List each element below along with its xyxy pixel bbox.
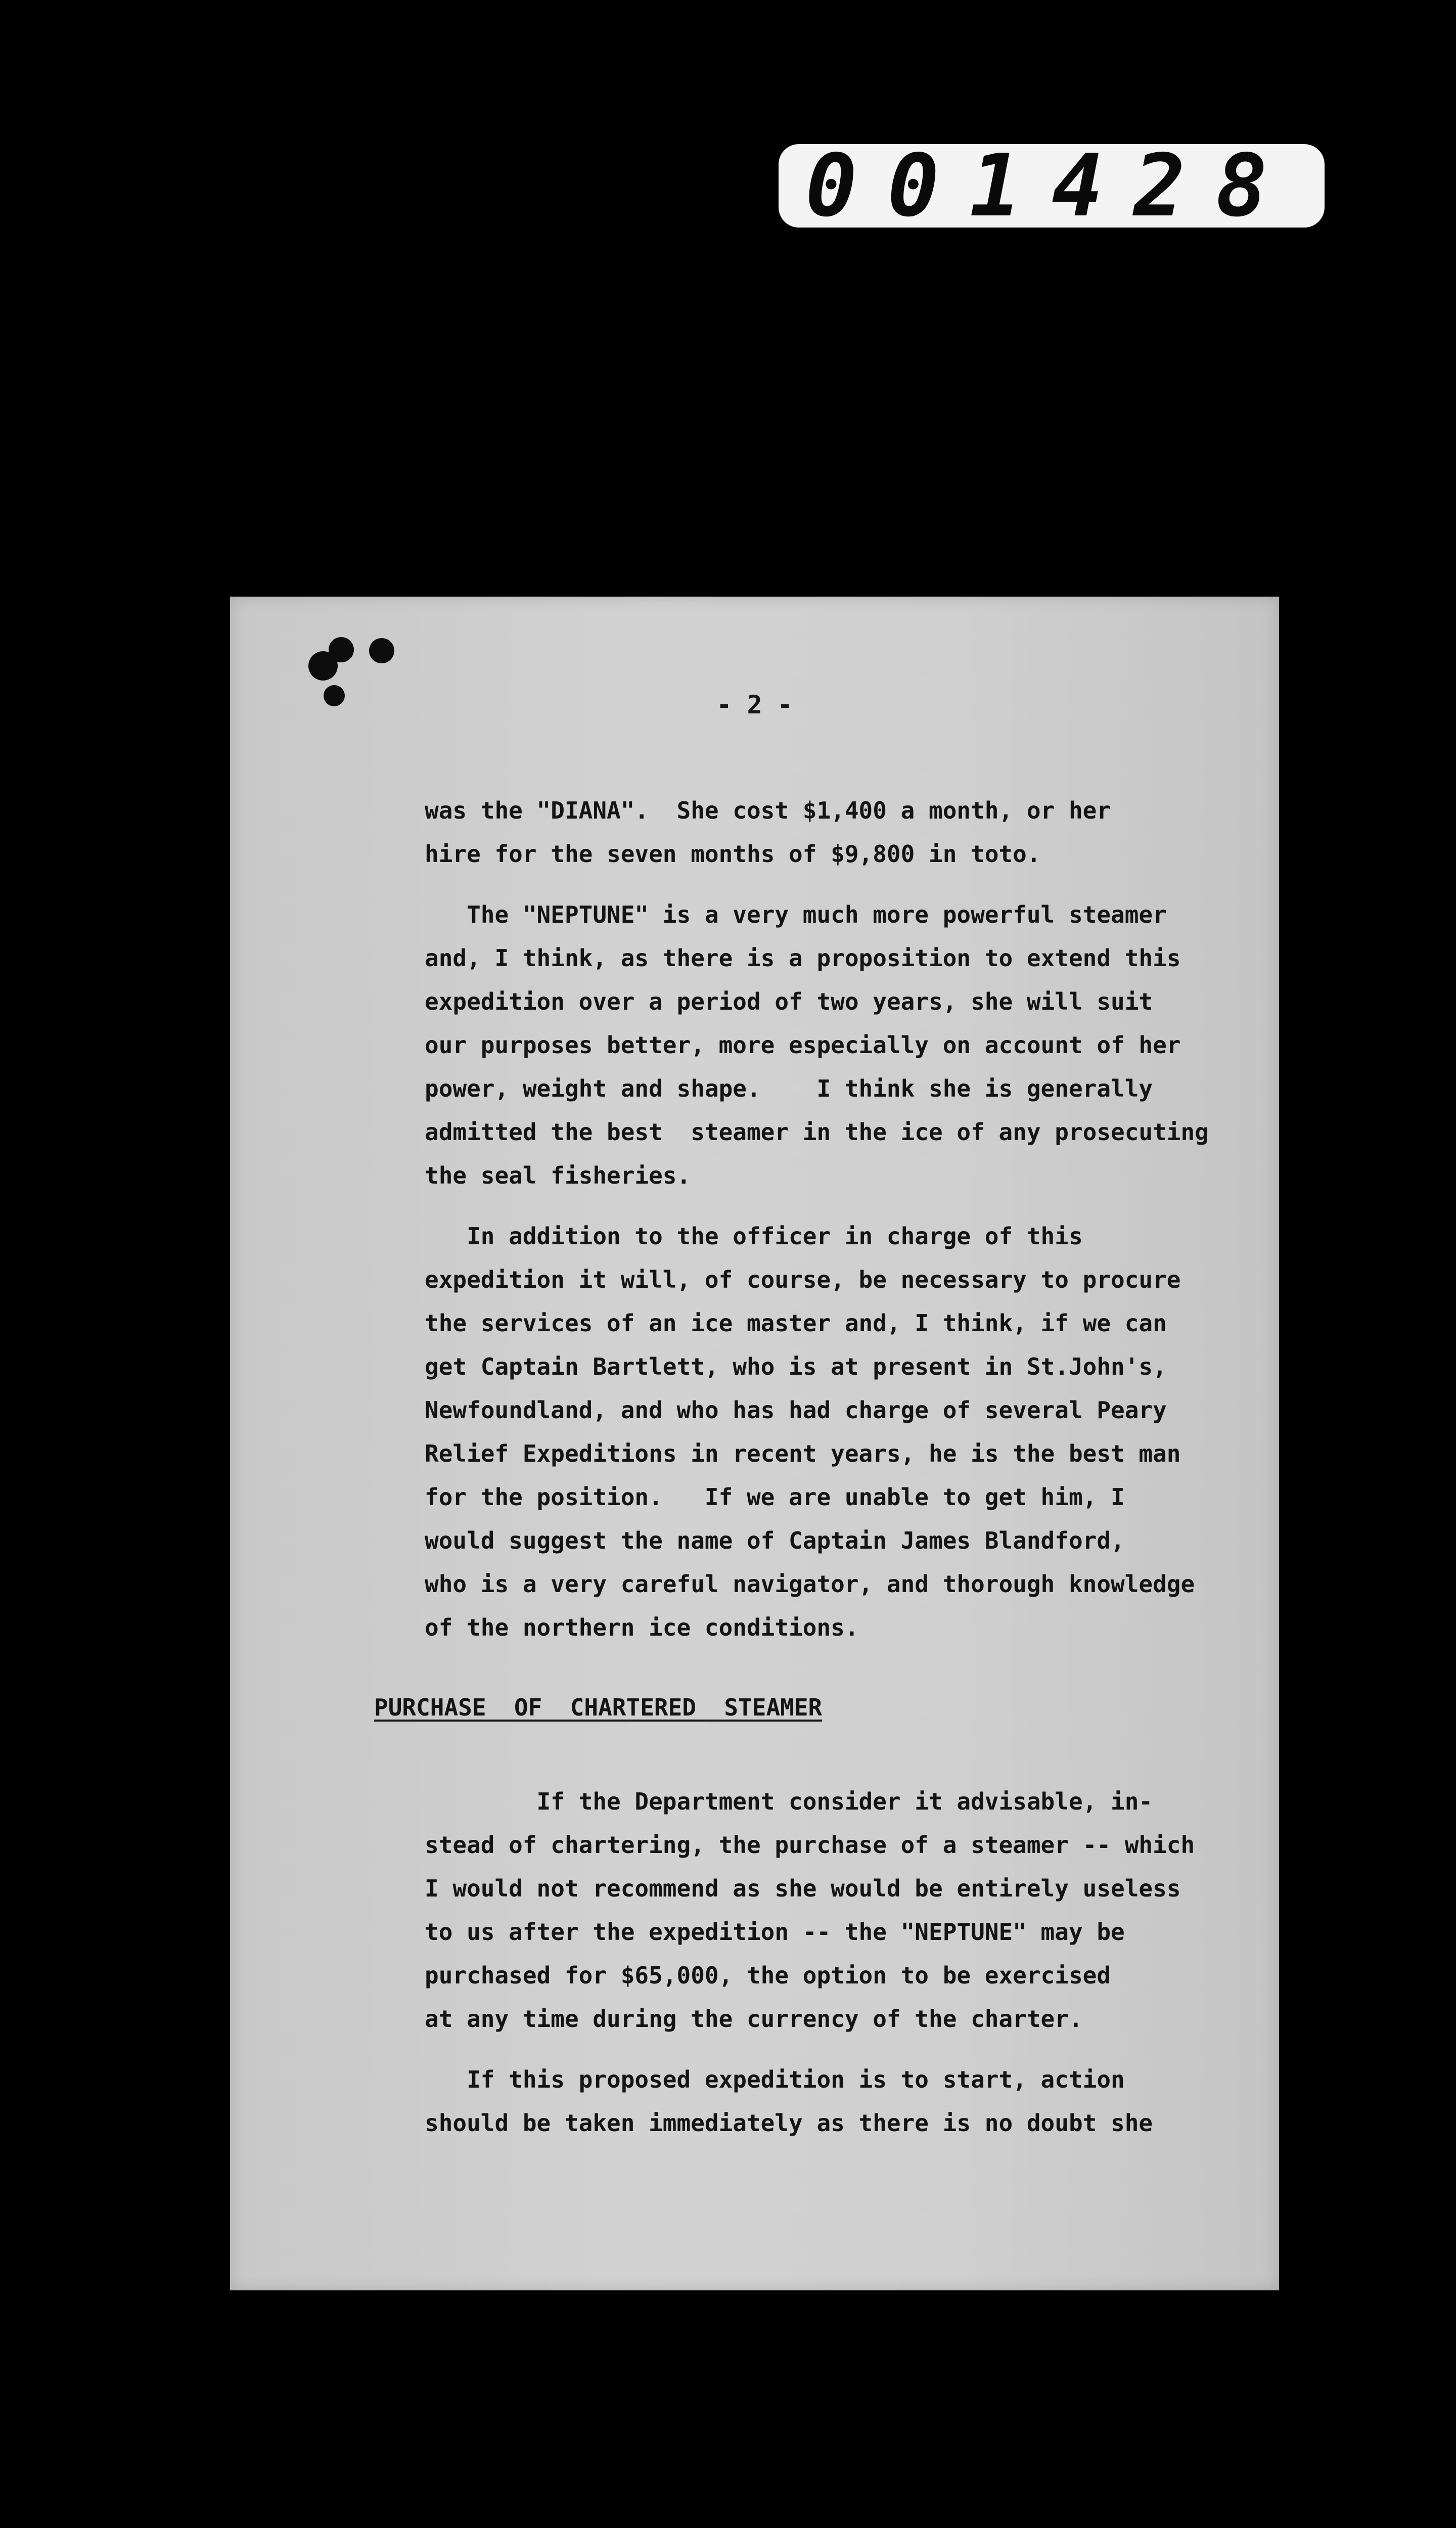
document-page	[230, 597, 1279, 2290]
paragraph	[425, 789, 1259, 876]
text-line: admitted the best steamer in the ice of any prosecuting	[425, 1118, 1209, 1146]
text-line: Relief Expeditions in recent years, he is the best man	[425, 1440, 1181, 1467]
punch-hole	[369, 638, 394, 663]
text-line: The "NEPTUNE" is a very much more powerful steamer	[425, 901, 1167, 928]
page-number: - 2 -	[716, 690, 793, 719]
text-line: purchased for $65,000, the option to be exercised	[425, 1962, 1111, 1989]
text-line: to us after the expedition -- the "NEPTUNE" may be	[425, 1918, 1125, 1946]
text-line: In addition to the officer in charge of this	[425, 1223, 1083, 1250]
text-line: would suggest the name of Captain James Blandford,	[425, 1527, 1125, 1554]
text-line: of the northern ice conditions.	[425, 1614, 859, 1641]
text-line: get Captain Bartlett, who is at present in St.John's,	[425, 1353, 1167, 1380]
text-line: the services of an ice master and, I think, if we can	[425, 1310, 1167, 1337]
text-line: I would not recommend as she would be entirely useless	[425, 1875, 1181, 1902]
paragraph	[425, 1780, 1259, 2041]
text-line: and, I think, as there is a proposition to extend this	[425, 944, 1181, 972]
paragraph	[425, 2058, 1259, 2145]
text-line: our purposes better, more especially on account of her	[425, 1031, 1181, 1059]
text-line: power, weight and shape. I think she is generally	[425, 1075, 1153, 1102]
text-line: Newfoundland, and who has had charge of several Peary	[425, 1396, 1167, 1424]
text-line: who is a very careful navigator, and thorough knowledge	[425, 1570, 1195, 1598]
frame-number-label: 001428	[779, 144, 1325, 228]
body-text-bottom	[425, 1780, 1259, 2145]
text-line: should be taken immediately as there is no doubt she	[425, 2109, 1153, 2137]
text-line: stead of chartering, the purchase of a steamer -- which	[425, 1831, 1195, 1859]
section-heading: PURCHASE OF CHARTERED STEAMER	[374, 1694, 823, 1721]
paragraph	[425, 1214, 1259, 1649]
text-line: If the Department consider it advisable, in-	[425, 1788, 1153, 1815]
text-line: expedition it will, of course, be necessary to procure	[425, 1266, 1181, 1293]
text-line: was the "DIANA". She cost $1,400 a month, or her	[425, 797, 1111, 824]
text-line: If this proposed expedition is to start, action	[425, 2066, 1125, 2093]
paragraph	[425, 893, 1259, 1197]
body-text-top	[425, 789, 1259, 1649]
text-line: expedition over a period of two years, she will suit	[425, 988, 1153, 1015]
text-line: for the position. If we are unable to get him, I	[425, 1483, 1125, 1511]
text-line: the seal fisheries.	[425, 1162, 691, 1189]
text-line: at any time during the currency of the charter.	[425, 2005, 1083, 2033]
punch-hole	[329, 637, 354, 662]
text-line: hire for the seven months of $9,800 in toto.	[425, 840, 1041, 868]
